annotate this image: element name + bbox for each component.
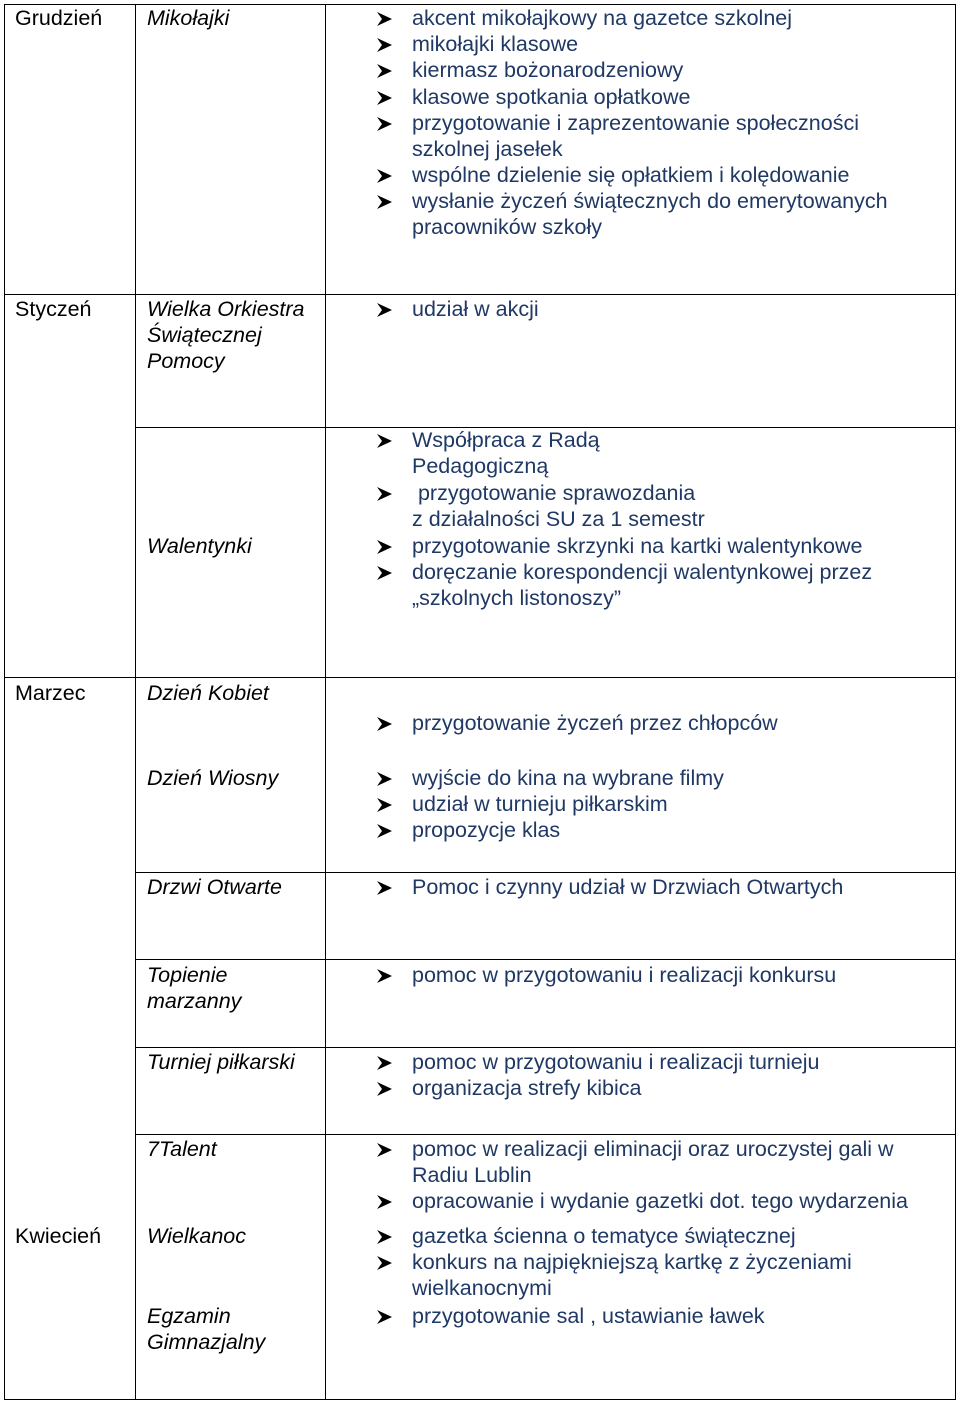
arrow-bullet-icon xyxy=(375,36,397,54)
arrow-bullet-icon xyxy=(375,193,397,211)
arrow-bullet-icon xyxy=(375,1254,397,1272)
arrow-bullet-icon xyxy=(375,715,397,733)
activity-text: udział w akcji xyxy=(412,297,539,321)
activity-text: wielkanocnymi xyxy=(412,1276,552,1300)
activity-text: z działalności SU za 1 semestr xyxy=(412,507,705,531)
arrow-bullet-icon xyxy=(375,1141,397,1159)
arrow-bullet-icon xyxy=(375,1308,397,1326)
arrow-bullet-icon xyxy=(375,167,397,185)
arrow-bullet-icon xyxy=(375,1193,397,1211)
activity-text: szkolnej jasełek xyxy=(412,137,563,161)
arrow-bullet-icon xyxy=(375,796,397,814)
arrow-bullet-icon xyxy=(375,432,397,450)
activity-text: udział w turnieju piłkarskim xyxy=(412,792,668,816)
month-label: Grudzień xyxy=(15,6,103,30)
activity-text: pomoc w przygotowaniu i realizacji konkursu xyxy=(412,963,837,987)
event-name: Wielka Orkiestra xyxy=(147,297,305,321)
arrow-bullet-icon xyxy=(375,564,397,582)
event-name: marzanny xyxy=(147,989,242,1013)
activity-text: Pomoc i czynny udział w Drzwiach Otwartych xyxy=(412,875,844,899)
arrow-bullet-icon xyxy=(375,89,397,107)
event-name: Dzień Kobiet xyxy=(147,681,269,705)
activity-text: doręczanie korespondencji walentynkowej przez xyxy=(412,560,873,584)
activity-text: przygotowanie sal , ustawianie ławek xyxy=(412,1304,765,1328)
arrow-bullet-icon xyxy=(375,538,397,556)
activity-text: „szkolnych listonoszy” xyxy=(412,586,622,610)
event-name: Gimnazjalny xyxy=(147,1330,266,1354)
event-name: Dzień Wiosny xyxy=(147,766,279,790)
arrow-bullet-icon xyxy=(375,879,397,897)
activity-text: pomoc w przygotowaniu i realizacji turnieju xyxy=(412,1050,820,1074)
table-border-right xyxy=(955,4,956,1400)
arrow-bullet-icon xyxy=(375,1054,397,1072)
arrow-bullet-icon xyxy=(375,822,397,840)
activity-text: organizacja strefy kibica xyxy=(412,1076,642,1100)
activity-text: konkurs na najpiękniejszą kartkę z życzeniami xyxy=(412,1250,852,1274)
activity-text: gazetka ścienna o tematyce świątecznej xyxy=(412,1224,796,1248)
activity-text: wyjście do kina na wybrane filmy xyxy=(412,766,724,790)
activity-text: przygotowanie sprawozdania xyxy=(412,481,696,505)
month-label: Marzec xyxy=(15,681,86,705)
event-name: Świątecznej xyxy=(147,323,262,347)
column-divider xyxy=(325,4,326,1400)
event-name: Wielkanoc xyxy=(147,1224,246,1248)
arrow-bullet-icon xyxy=(375,485,397,503)
month-label: Styczeń xyxy=(15,297,92,321)
event-name: Mikołajki xyxy=(147,6,230,30)
event-name: Topienie xyxy=(147,963,228,987)
activity-text: przygotowanie skrzynki na kartki walentynkowe xyxy=(412,534,863,558)
activity-text: przygotowanie i zaprezentowanie społeczności xyxy=(412,111,859,135)
table-border-left xyxy=(4,4,5,1400)
activity-text: wspólne dzielenie się opłatkiem i kolędowanie xyxy=(412,163,850,187)
activity-text: propozycje klas xyxy=(412,818,561,842)
event-name: Egzamin xyxy=(147,1304,231,1328)
arrow-bullet-icon xyxy=(375,1228,397,1246)
arrow-bullet-icon xyxy=(375,62,397,80)
event-name: Pomocy xyxy=(147,349,225,373)
event-name: Walentynki xyxy=(147,534,252,558)
activity-text: opracowanie i wydanie gazetki dot. tego wydarzenia xyxy=(412,1189,908,1213)
event-name: 7Talent xyxy=(147,1137,217,1161)
activity-text: Współpraca z Radą xyxy=(412,428,600,452)
arrow-bullet-icon xyxy=(375,115,397,133)
event-name: Turniej piłkarski xyxy=(147,1050,295,1074)
activity-text: klasowe spotkania opłatkowe xyxy=(412,85,691,109)
arrow-bullet-icon xyxy=(375,967,397,985)
activity-text: kiermasz bożonarodzeniowy xyxy=(412,58,684,82)
activity-text: wysłanie życzeń świątecznych do emerytowanych xyxy=(412,189,888,213)
arrow-bullet-icon xyxy=(375,301,397,319)
row-divider xyxy=(4,677,956,678)
activity-text: pomoc w realizacji eliminacji oraz uroczystej gali w xyxy=(412,1137,894,1161)
activity-text: Pedagogiczną xyxy=(412,454,549,478)
row-divider xyxy=(135,959,956,960)
column-divider xyxy=(135,4,136,1400)
activity-text: Radiu Lublin xyxy=(412,1163,532,1187)
arrow-bullet-icon xyxy=(375,770,397,788)
month-label: Kwiecień xyxy=(15,1224,102,1248)
table-border-bottom xyxy=(4,1399,956,1400)
activity-text: przygotowanie życzeń przez chłopców xyxy=(412,711,778,735)
activity-text: mikołajki klasowe xyxy=(412,32,579,56)
arrow-bullet-icon xyxy=(375,1080,397,1098)
activity-text: pracowników szkoły xyxy=(412,215,602,239)
arrow-bullet-icon xyxy=(375,10,397,28)
activity-text: akcent mikołajkowy na gazetce szkolnej xyxy=(412,6,793,30)
event-name: Drzwi Otwarte xyxy=(147,875,282,899)
